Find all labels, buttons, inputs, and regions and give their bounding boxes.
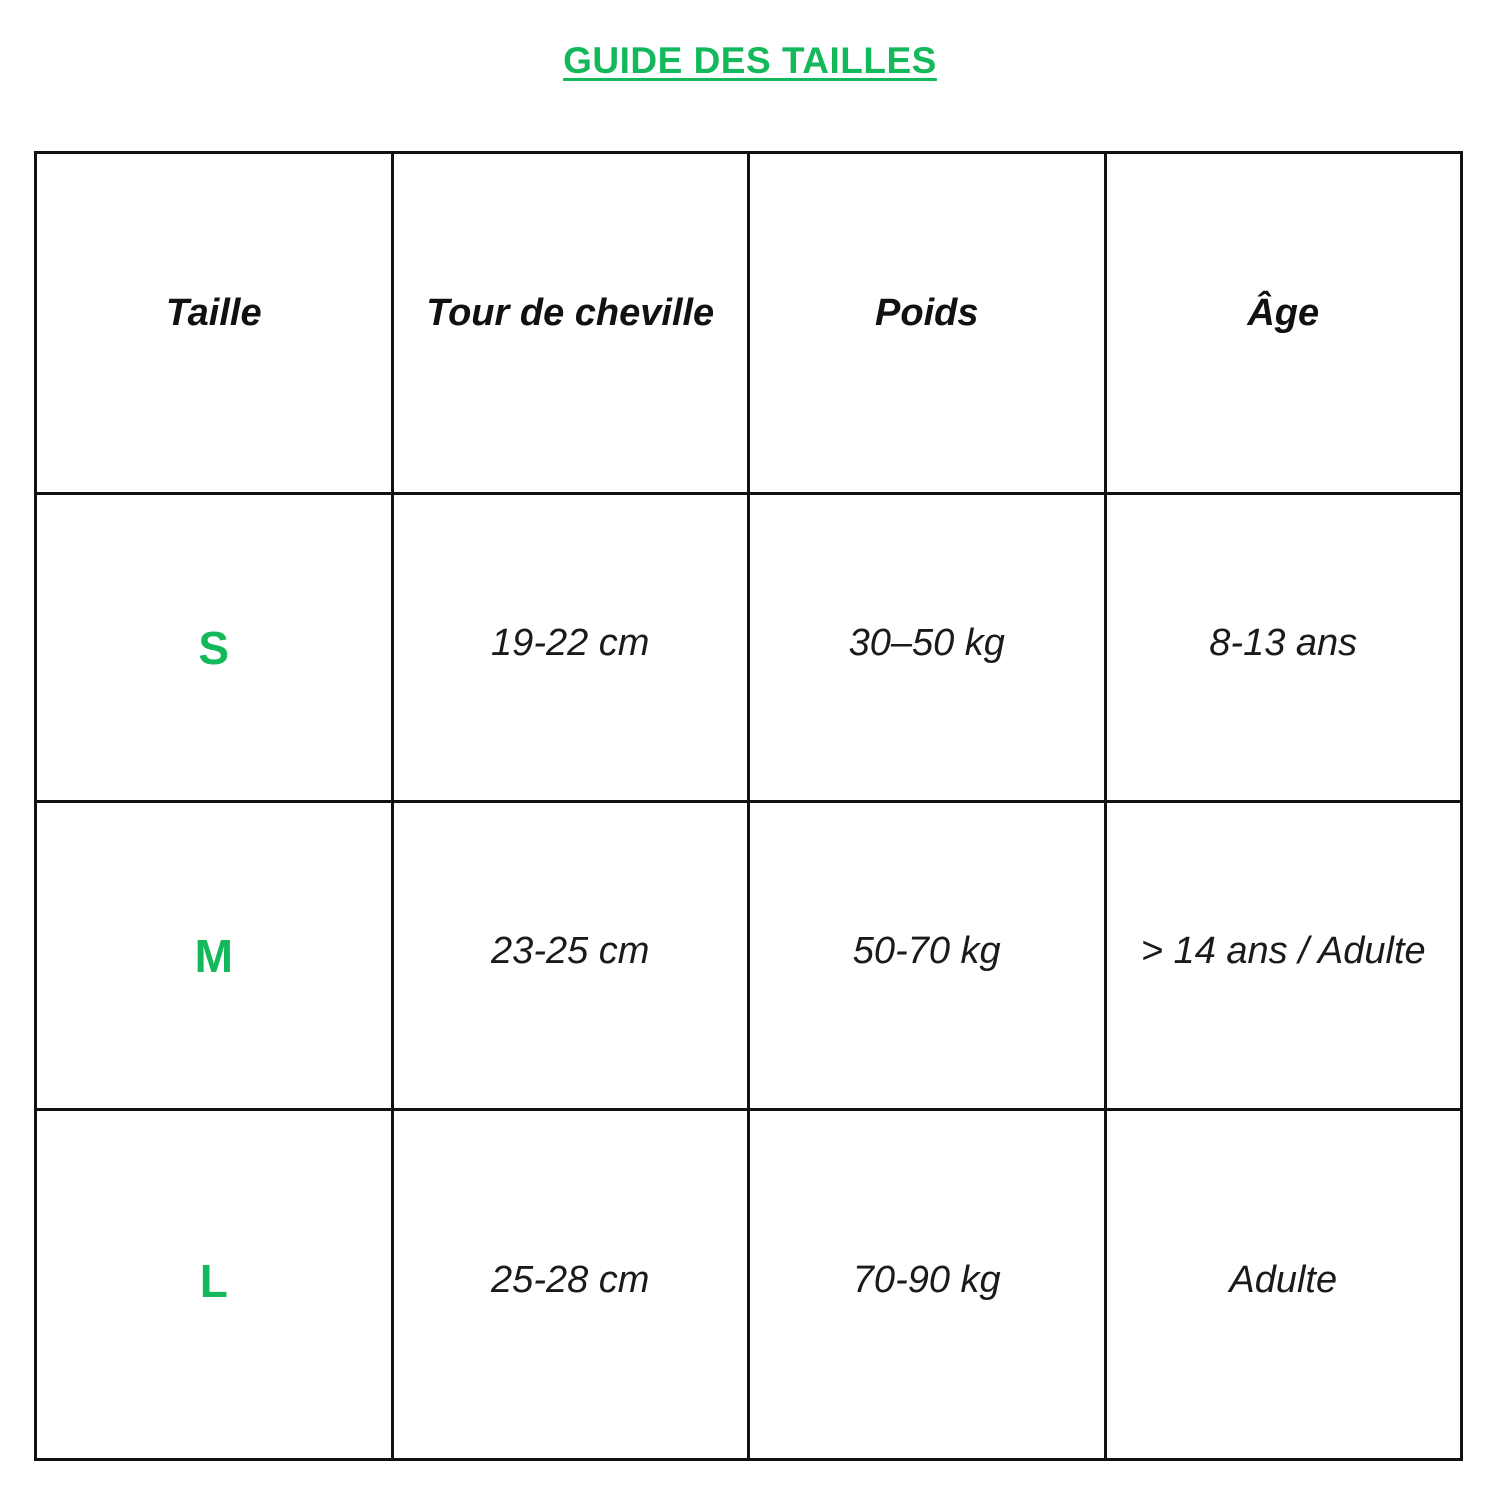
age-value: Adulte	[1229, 1259, 1338, 1301]
header-label: Taille	[165, 291, 262, 334]
ankle-value: 19-22 cm	[491, 622, 650, 664]
size-cell-l	[36, 1110, 393, 1460]
table-header-row	[36, 153, 1462, 494]
weight-value: 70-90 kg	[852, 1259, 1001, 1301]
header-label: Âge	[1247, 291, 1320, 334]
header-label: Tour de cheville	[426, 291, 715, 334]
age-value: 8-13 ans	[1209, 622, 1358, 664]
weight-value: 30–50 kg	[848, 622, 1005, 664]
size-cell-s	[36, 494, 393, 802]
size-label: M	[194, 929, 233, 982]
header-label: Poids	[875, 291, 979, 334]
table-row	[36, 1110, 1462, 1460]
ankle-value: 23-25 cm	[491, 930, 650, 972]
size-label: L	[199, 1254, 228, 1307]
ankle-cell	[392, 802, 749, 1110]
weight-cell	[749, 494, 1106, 802]
table-row	[36, 802, 1462, 1110]
header-tour-de-cheville	[392, 153, 749, 494]
age-cell	[1105, 494, 1462, 802]
weight-value: 50-70 kg	[852, 930, 1001, 972]
ankle-cell	[392, 494, 749, 802]
age-value: > 14 ans / Adulte	[1140, 930, 1426, 972]
size-guide-table	[34, 151, 1463, 1461]
header-age	[1105, 153, 1462, 494]
header-taille	[36, 153, 393, 494]
weight-cell	[749, 802, 1106, 1110]
size-cell-m	[36, 802, 393, 1110]
table-row	[36, 494, 1462, 802]
size-label: S	[198, 621, 230, 674]
age-cell	[1105, 802, 1462, 1110]
ankle-value: 25-28 cm	[491, 1259, 650, 1301]
page-title: GUIDE DES TAILLES	[563, 40, 937, 81]
header-poids	[749, 153, 1106, 494]
ankle-cell	[392, 1110, 749, 1460]
weight-cell	[749, 1110, 1106, 1460]
age-cell	[1105, 1110, 1462, 1460]
